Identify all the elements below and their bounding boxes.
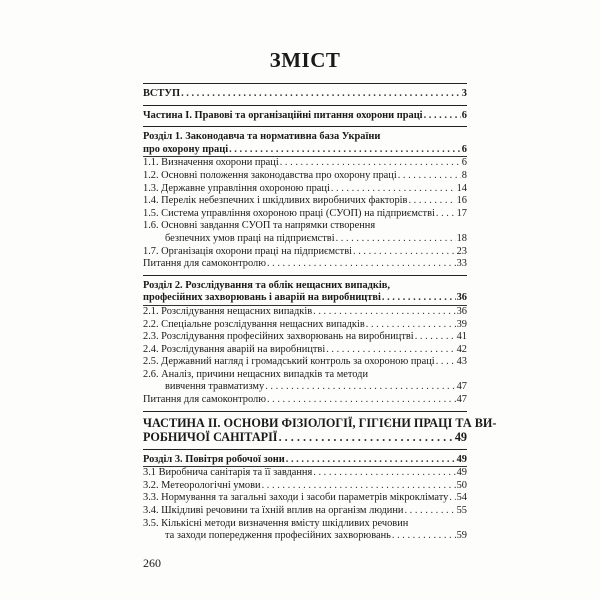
- leader-dots: [449, 492, 455, 505]
- leader-dots: [229, 144, 461, 157]
- toc-entry: [143, 480, 467, 493]
- toc-entry-title: 2.3. Розслідування професійних захворювань на виробництві: [143, 331, 414, 343]
- toc-entry-page: 18: [456, 232, 467, 244]
- toc-entry-page: 47: [456, 394, 467, 406]
- leader-dots: [279, 430, 454, 445]
- toc-entry-page: 14: [456, 182, 467, 194]
- toc-entry-title: 3.3. Нормування та загальні заходи і засоби параметрів мікроклімату: [143, 492, 449, 504]
- section-heading-cont: професійних захворювань і аварій на виробництві: [143, 292, 381, 304]
- toc-entry-page: 6: [461, 143, 467, 155]
- toc-entry: [143, 306, 467, 319]
- leader-dots: [392, 530, 456, 543]
- toc-entry-title: 3.1 Виробнича санітарія та її завдання: [143, 467, 313, 479]
- leader-dots: [313, 467, 455, 480]
- toc-entry: [143, 319, 467, 332]
- toc-entry-page: 49: [456, 453, 467, 465]
- toc-entry-page: 43: [456, 356, 467, 368]
- section-heading: Розділ 2. Розслідування та облік нещасних випадків,: [143, 279, 390, 291]
- leader-dots: [436, 208, 456, 221]
- toc-entry-page: 8: [461, 169, 467, 181]
- leader-dots: [382, 292, 456, 305]
- toc-entry-title: 2.4. Розслідування аварій на виробництві: [143, 343, 326, 355]
- toc-entry-title: 3.2. Метеорологічні умови: [143, 479, 261, 491]
- leader-dots: [280, 157, 461, 170]
- toc-entry-title: 2.1. Розслідування нещасних випадків: [143, 305, 313, 317]
- toc-entry-title: 1.7. Організація охорони праці на підприємстві: [143, 245, 352, 257]
- toc-entry: [143, 258, 467, 271]
- page-title: ЗМІСТ: [269, 48, 341, 72]
- toc-entry-page: 50: [456, 479, 467, 491]
- toc-entry-title-cont: вивчення травматизму: [165, 381, 265, 393]
- leader-dots: [366, 319, 456, 332]
- toc-entry: [143, 492, 467, 505]
- toc-entry-page: 59: [456, 530, 467, 542]
- toc-entry: [143, 394, 467, 407]
- toc-entry: [143, 233, 467, 246]
- leader-dots: [267, 394, 456, 407]
- toc-entry-title: ВСТУП: [143, 88, 181, 99]
- toc-entry-page: 36: [456, 292, 467, 304]
- toc-entry: [143, 195, 467, 208]
- toc-entry-page: 39: [456, 318, 467, 330]
- leader-dots: [336, 233, 456, 246]
- toc-entry: [143, 170, 467, 183]
- part-heading: ЧАСТИНА II. ОСНОВИ ФІЗІОЛОГІЇ, ГІГІЄНИ ПРАЦІ ТА ВИ-: [143, 415, 497, 430]
- leader-dots: [436, 356, 456, 369]
- toc-entry: [143, 381, 467, 394]
- leader-dots: [424, 110, 461, 123]
- toc-entry: [143, 356, 467, 369]
- toc-entry-title-cont: безпечних умов праці на підприємстві: [165, 232, 335, 244]
- toc-entry-title: 2.2. Спеціальне розслідування нещасних випадків: [143, 318, 365, 330]
- leader-dots: [286, 454, 456, 467]
- toc-entry-page: 6: [461, 109, 467, 121]
- toc-entry-title: 2.5. Державний нагляд і громадський контроль за охороною праці: [143, 356, 435, 368]
- leader-dots: [415, 331, 456, 344]
- toc-section-3: [143, 450, 467, 547]
- part-heading-cont: РОБНИЧОЇ САНІТАРІЇ: [143, 430, 278, 445]
- toc-entry: [143, 246, 467, 259]
- toc-entry: [143, 110, 467, 123]
- table-of-contents: [143, 48, 497, 547]
- toc-entry-title: 1.5. Система управління охороною праці (СУОП) на підприємстві: [143, 207, 435, 219]
- toc-entry-page: 41: [456, 331, 467, 343]
- toc-entry-page: 6: [461, 157, 467, 169]
- toc-entry-title: 1.3. Державне управління охороною праці: [143, 182, 330, 194]
- section-heading: Розділ 3. Повітря робочої зони: [143, 453, 285, 465]
- toc-entry-title: 1.6. Основні завдання СУОП та напрямки створення: [143, 220, 376, 232]
- toc-entry: [143, 292, 467, 305]
- leader-dots: [265, 381, 455, 394]
- toc-section-2: [143, 276, 467, 411]
- toc-entry: [143, 157, 467, 170]
- toc-entry-title: 1.2. Основні положення законодавства про охорону праці: [143, 169, 397, 181]
- toc-entry-page: 49: [456, 467, 467, 479]
- toc-entry-page: 47: [456, 381, 467, 393]
- leader-dots: [404, 505, 455, 518]
- toc-entry-page: 17: [456, 207, 467, 219]
- page-number: 260: [143, 556, 161, 570]
- toc-entry: [143, 144, 467, 157]
- toc-part-2: [143, 412, 497, 449]
- leader-dots: [181, 88, 461, 101]
- leader-dots: [267, 258, 456, 271]
- toc-entry-page: 42: [456, 343, 467, 355]
- toc-entry: [143, 505, 467, 518]
- toc-entry-title-cont: та заходи попередження професійних захворювань: [165, 530, 391, 542]
- toc-entry-page: 54: [456, 492, 467, 504]
- toc-entry: [143, 530, 467, 543]
- leader-dots: [408, 195, 455, 208]
- toc-entry: [143, 344, 467, 357]
- toc-entry-page: 33: [456, 258, 467, 270]
- leader-dots: [353, 246, 456, 259]
- section-heading-cont: про охорону праці: [143, 143, 229, 155]
- leader-dots: [326, 344, 455, 357]
- toc-entry-title: 3.4. Шкідливі речовини та їхній вплив на організм людини: [143, 505, 404, 517]
- toc-entry-page: 23: [456, 245, 467, 257]
- toc-entry-page: 36: [456, 305, 467, 317]
- toc-entry-title: Питання для самоконтролю: [143, 258, 266, 270]
- section-heading: Розділ 1. Законодавча та нормативна база України: [143, 131, 381, 143]
- toc-entry: [143, 331, 467, 344]
- toc-entry-title: Питання для самоконтролю: [143, 394, 266, 406]
- toc-entry-page: 55: [456, 505, 467, 517]
- toc-entry-title: 1.4. Перелік небезпечних і шкідливих виробничих факторів: [143, 195, 408, 207]
- toc-entry: [143, 208, 467, 221]
- leader-dots: [398, 170, 461, 183]
- leader-dots: [262, 480, 456, 493]
- leader-dots: [331, 183, 456, 196]
- toc-entry-title: Частина I. Правові та організаційні питання охорони праці: [143, 109, 423, 121]
- toc-entry: [143, 88, 467, 101]
- leader-dots: [313, 306, 455, 319]
- toc-entry-page: 16: [456, 195, 467, 207]
- toc-section-1: [143, 127, 467, 275]
- toc-entry-title: 2.6. Аналіз, причини нещасних випадків та методи: [143, 368, 369, 380]
- toc-entry: [143, 454, 467, 467]
- toc-entry: [143, 183, 467, 196]
- toc-entry: [143, 467, 467, 480]
- toc-intro: [143, 84, 467, 105]
- toc-entry-page: 3: [461, 88, 467, 99]
- toc-entry-page: 49: [454, 430, 467, 445]
- toc-entry: [143, 430, 467, 445]
- toc-entry-title: 3.5. Кількісні методи визначення вмісту шкідливих речовин: [143, 517, 409, 529]
- toc-part-1: [143, 106, 467, 127]
- toc-entry-title: 1.1. Визначення охорони праці: [143, 157, 279, 169]
